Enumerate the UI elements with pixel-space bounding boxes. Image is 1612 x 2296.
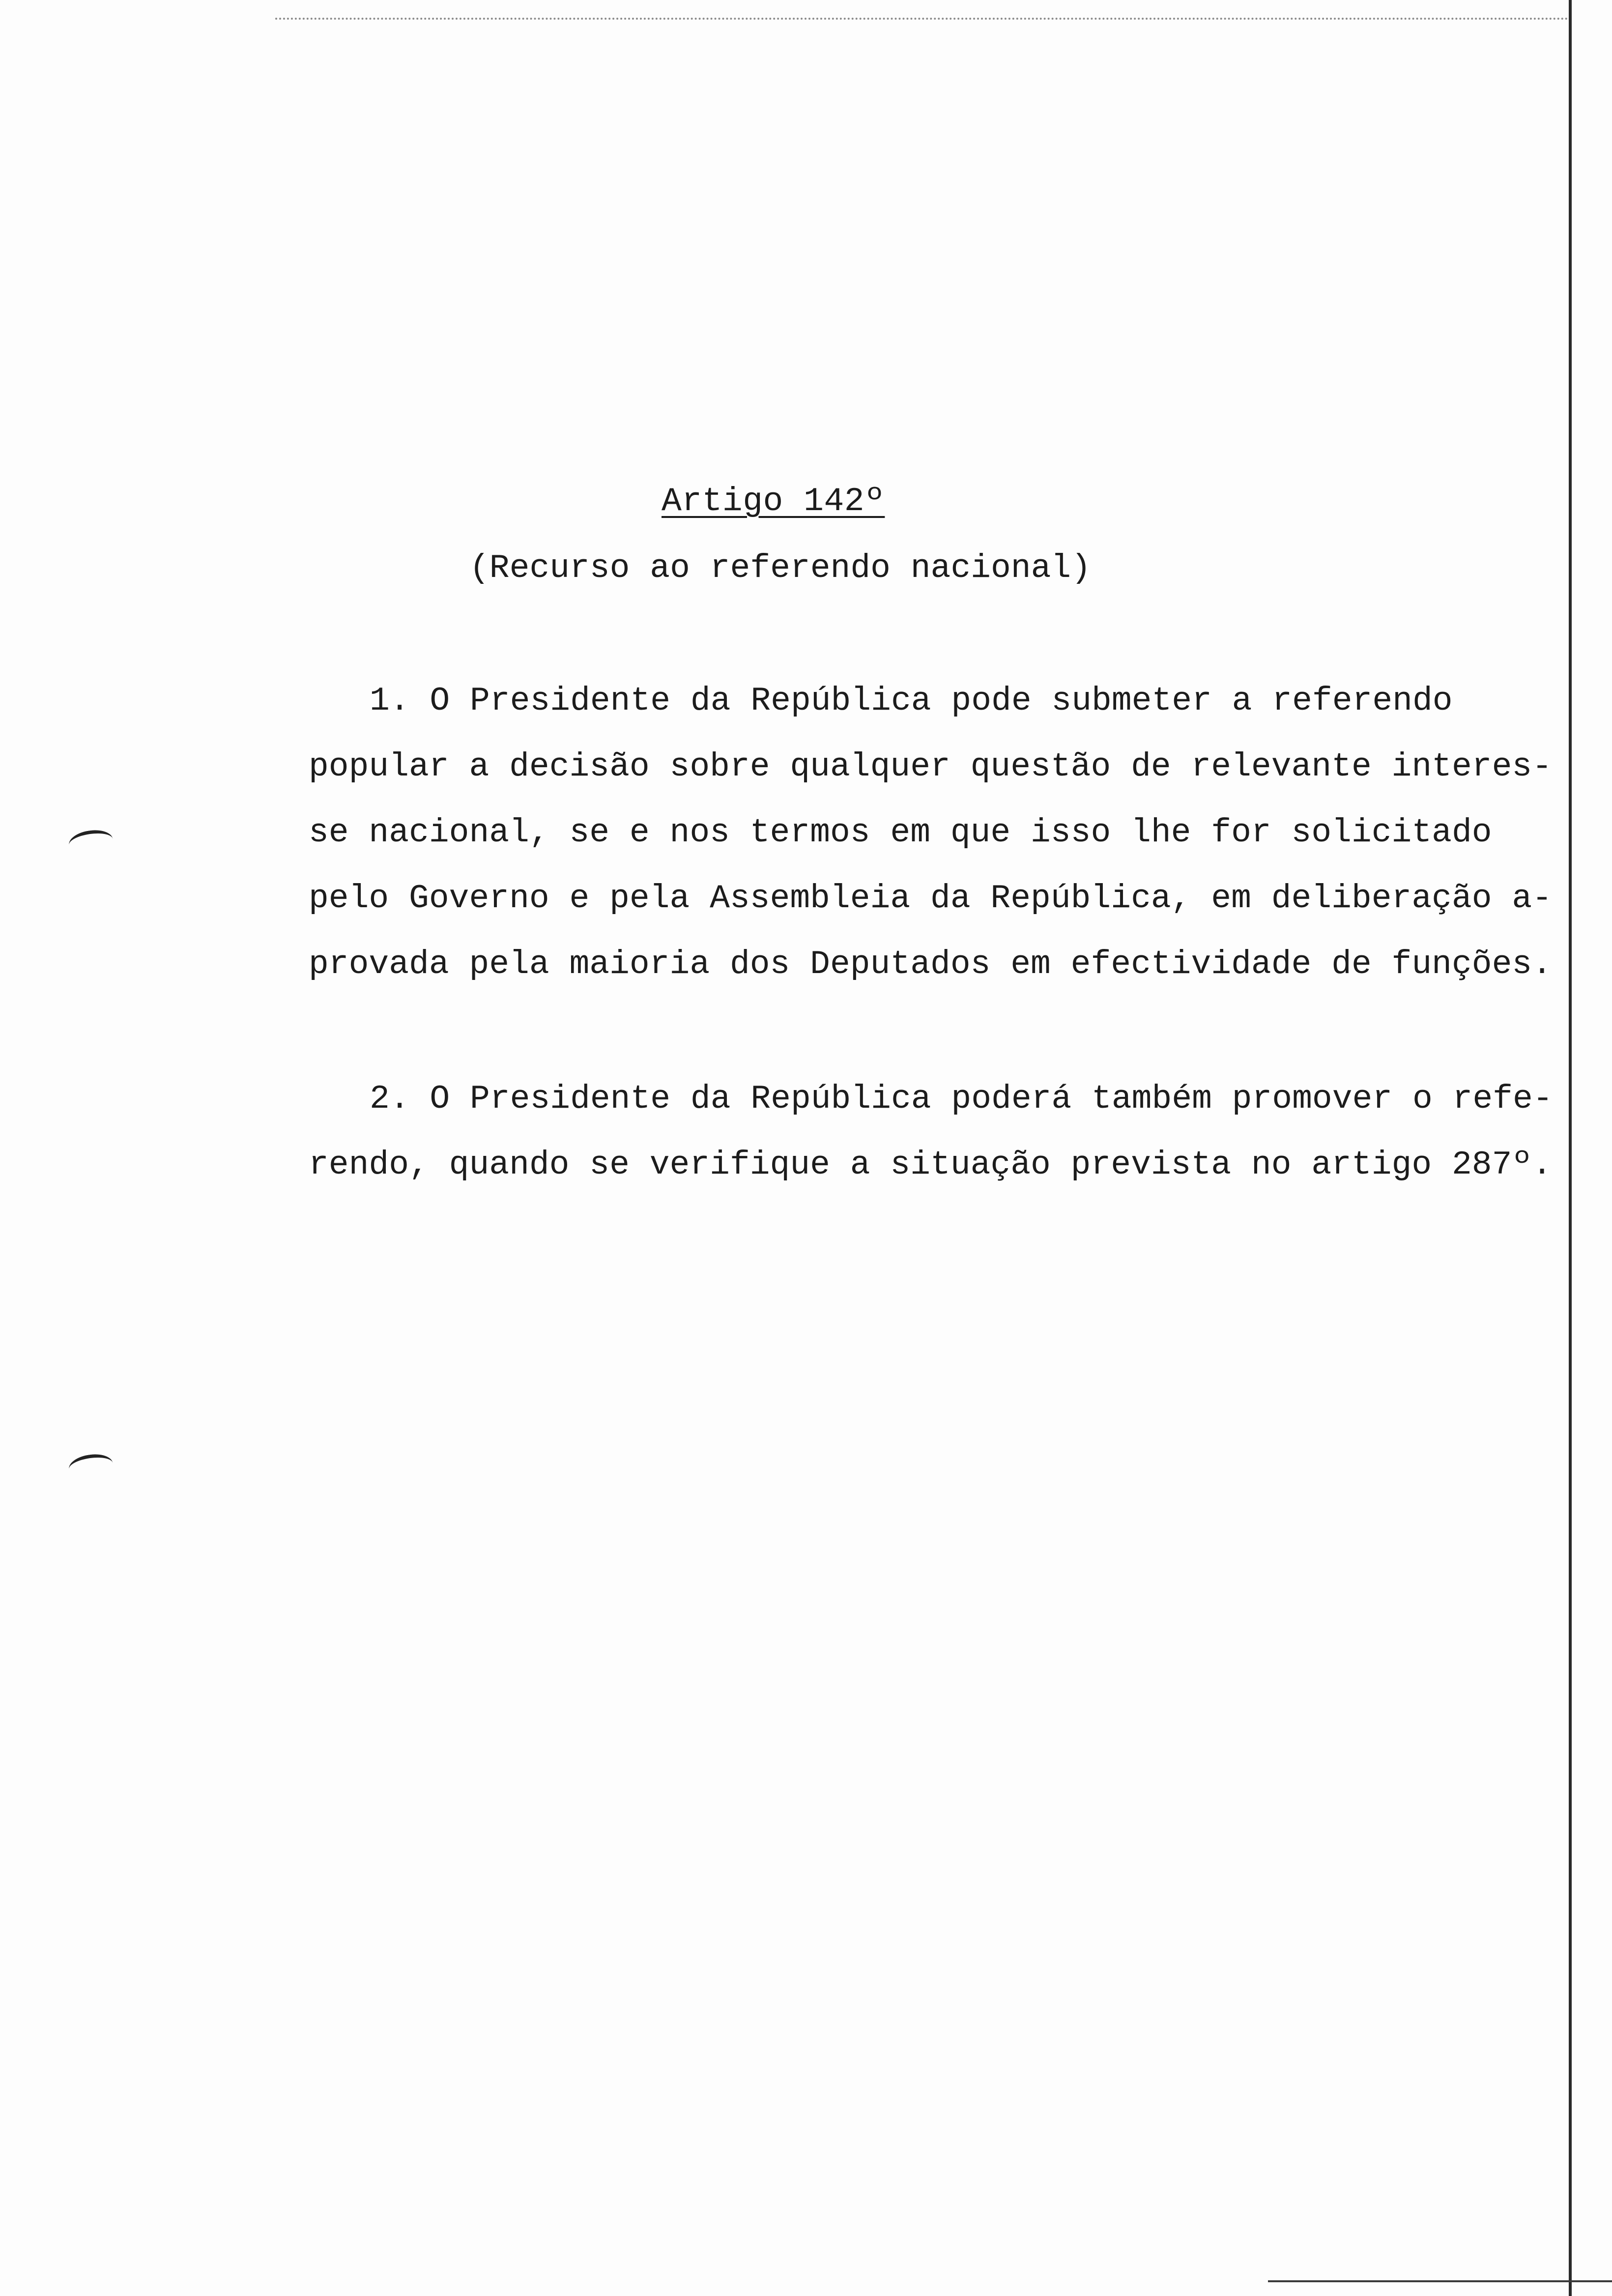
paragraph-line: rendo, quando se verifique a situação prevista no artigo 287º.: [309, 1146, 1553, 1184]
punch-hole-mark: [67, 828, 115, 857]
punch-hole-mark: [67, 1452, 115, 1481]
paragraph-line: provada pela maioria dos Deputados em efectividade de funções.: [309, 946, 1553, 983]
paragraph-line: se nacional, se e nos termos em que isso lhe for solicitado: [309, 814, 1492, 852]
article-subtitle: (Recurso ao referendo nacional): [469, 549, 1092, 587]
paragraph-2: [309, 1066, 1553, 1198]
paragraph-line: popular a decisão sobre qualquer questão de relevante interes-: [309, 748, 1553, 786]
paragraph-line: 1. O Presidente da República pode submeter a referendo: [370, 682, 1453, 720]
paragraph-1: [309, 668, 1553, 998]
article-title: Artigo 142º: [662, 483, 885, 520]
paragraph-line: pelo Governo e pela Assembleia da República, em deliberação a-: [309, 880, 1553, 918]
scan-edge-right: [1569, 0, 1572, 2296]
paragraph-line: 2. O Presidente da República poderá também promover o refe-: [370, 1080, 1553, 1118]
scan-edge-bottom: [1268, 2280, 1612, 2282]
scan-edge-top: [275, 18, 1573, 20]
